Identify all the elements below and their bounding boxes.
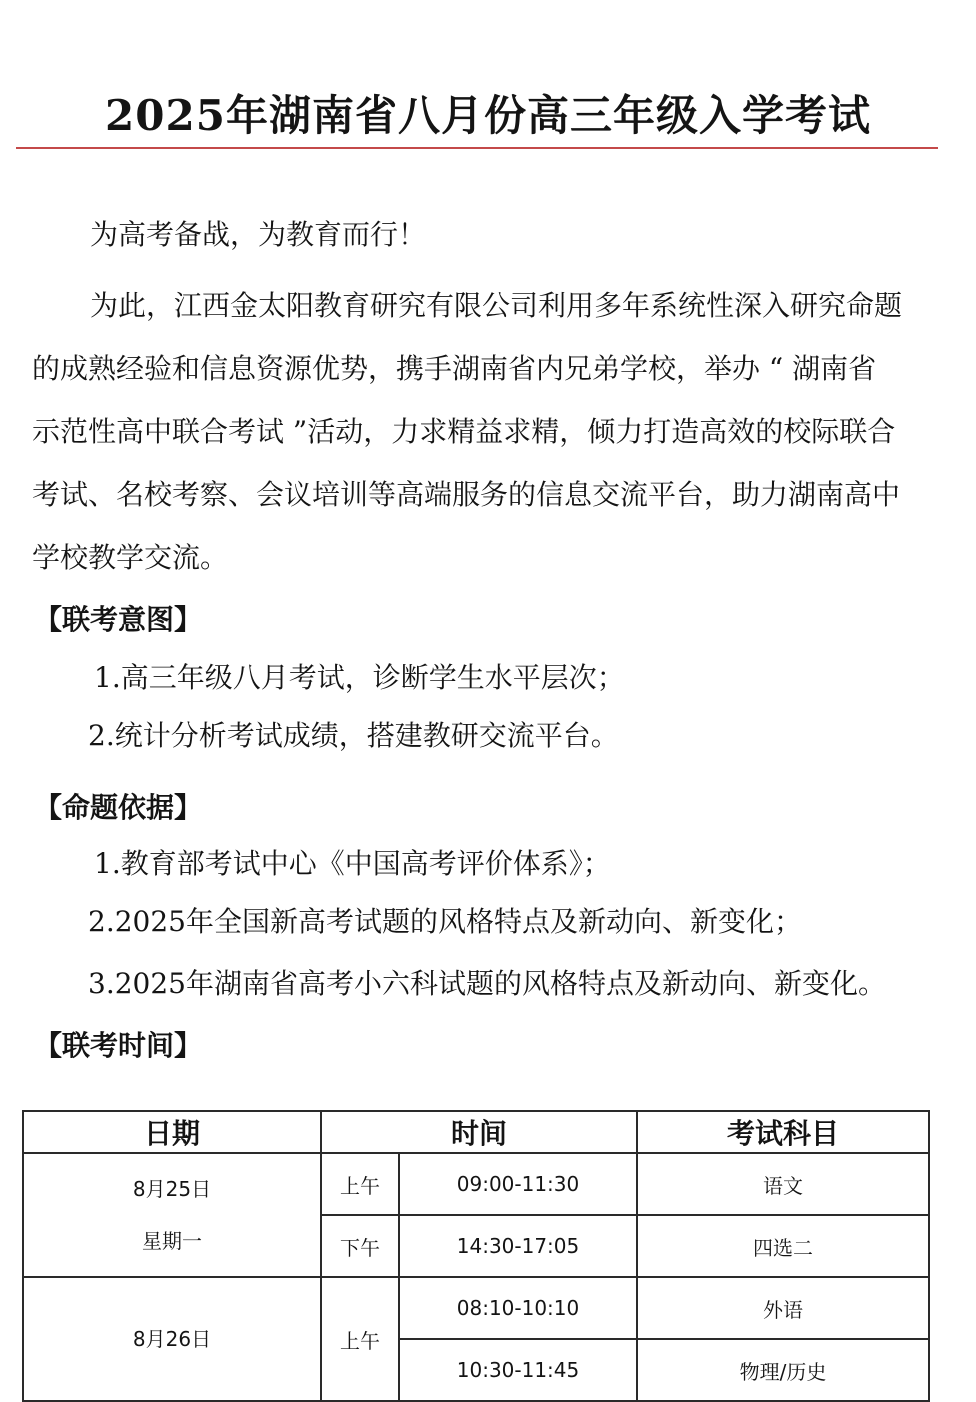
table-row (23, 1277, 929, 1339)
intro-paragraph (32, 278, 922, 593)
time-cell: 08:10-10:10 (399, 1277, 637, 1339)
section-heading-purpose: 【联考意图】 (34, 603, 203, 636)
header-time: 时间 (321, 1111, 637, 1153)
time-cell: 14:30-17:05 (399, 1215, 637, 1277)
date-cell (23, 1277, 321, 1401)
weekday-text: 星期一 (142, 1229, 202, 1253)
section-heading-schedule: 【联考时间】 (34, 1029, 203, 1062)
date-cell (23, 1153, 321, 1277)
intro-line: 考试、名校考察、会议培训等高端服务的信息交流平台，助力湖南高中 (32, 478, 901, 511)
header-date: 日期 (23, 1111, 321, 1153)
table-header-row (23, 1111, 929, 1153)
time-cell: 10:30-11:45 (399, 1339, 637, 1401)
intro-line: 的成熟经验和信息资源优势，携手湖南省内兄弟学校，举办 “ 湖南省 (32, 352, 877, 385)
subject-cell: 物理/历史 (637, 1339, 929, 1401)
section-heading-basis: 【命题依据】 (34, 791, 203, 824)
subject-cell: 外语 (637, 1277, 929, 1339)
basis-item: 3.2025年湖南省高考小六科试题的风格特点及新动向、新变化。 (88, 967, 886, 1000)
subject-cell: 语文 (637, 1153, 929, 1215)
purpose-item: 2.统计分析考试成绩，搭建教研交流平台。 (88, 719, 619, 752)
intro-line: 为此，江西金太阳教育研究有限公司利用多年系统性深入研究命题 (90, 289, 903, 322)
title-underline (16, 147, 938, 149)
document-title: 2025年湖南省八月份高三年级入学考试 (105, 91, 871, 140)
slogan: 为高考备战，为教育而行！ (90, 218, 427, 251)
date-text: 8月26日 (132, 1327, 212, 1351)
basis-item: 2.2025年全国新高考试题的风格特点及新动向、新变化； (88, 905, 802, 938)
table-row (23, 1153, 929, 1215)
period-cell: 下午 (321, 1215, 399, 1277)
period-cell: 上午 (321, 1277, 399, 1401)
date-text: 8月25日 (132, 1177, 212, 1201)
basis-item: 1.教育部考试中心《中国高考评价体系》； (94, 847, 611, 880)
period-cell: 上午 (321, 1153, 399, 1215)
schedule-table (22, 1110, 930, 1402)
purpose-item: 1.高三年级八月考试，诊断学生水平层次； (94, 661, 625, 694)
time-cell: 09:00-11:30 (399, 1153, 637, 1215)
header-subject: 考试科目 (637, 1111, 929, 1153)
intro-line: 示范性高中联合考试 ”活动，力求精益求精，倾力打造高效的校际联合 (32, 415, 896, 448)
intro-line: 学校教学交流。 (32, 541, 229, 574)
subject-cell: 四选二 (637, 1215, 929, 1277)
